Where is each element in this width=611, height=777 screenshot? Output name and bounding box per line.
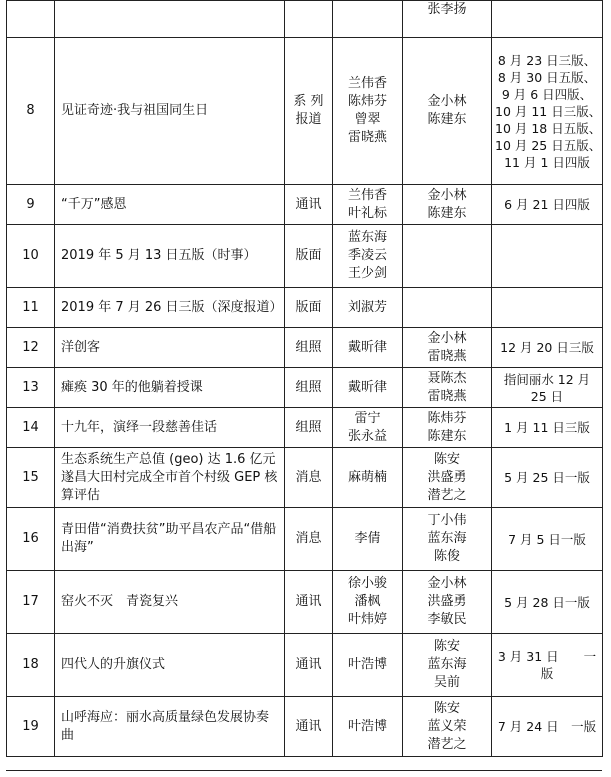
row-number: 8 <box>7 38 55 185</box>
work-title: 山呼海应：丽水高质量绿色发展协奏曲 <box>55 697 285 757</box>
editors-line: 蓝义荣 <box>427 718 467 734</box>
editors-line: 陈建东 <box>427 428 467 444</box>
authors-line: 叶礼标 <box>347 205 387 221</box>
publication-date <box>492 38 603 185</box>
publication-date-line: 3 月 31 日 一 <box>497 649 597 664</box>
authors <box>333 508 403 571</box>
row-number: 18 <box>7 634 55 697</box>
editors-line: 丁小伟 <box>427 513 467 528</box>
row-number <box>7 1 55 38</box>
authors-line: 雷宁 <box>354 410 381 426</box>
publication-date <box>492 1 603 38</box>
work-type: 组照 <box>285 328 333 368</box>
editors <box>403 634 492 697</box>
authors <box>333 571 403 634</box>
editors-line: 蓝东海 <box>427 657 467 672</box>
editors-line: 雷晓燕 <box>427 388 467 404</box>
work-title: 生态系统生产总值 (geo) 达 1.6 亿元 遂昌大田村完成全市首个村级 GEP 核算评估 <box>55 448 285 508</box>
work-type: 消息 <box>285 508 333 571</box>
editors-line: 陈安 <box>433 700 460 716</box>
publication-date <box>492 328 603 368</box>
publication-date-line: 25 日 <box>530 388 564 404</box>
publication-date-line: 5 月 28 日一版 <box>504 594 590 610</box>
editors <box>403 225 492 288</box>
editors-line: 陈建东 <box>427 205 467 221</box>
publication-date-line: 10 月 11 日三版、 <box>495 103 602 119</box>
table-row <box>7 697 603 757</box>
publication-date <box>492 288 603 328</box>
work-type: 通讯 <box>285 634 333 697</box>
editors-line: 陈炜芬 <box>427 410 467 426</box>
editors-line: 聂陈杰 <box>427 370 467 386</box>
authors <box>333 368 403 408</box>
editors <box>403 288 492 328</box>
publication-date <box>492 225 603 288</box>
table-row <box>7 1 603 38</box>
work-type: 组照 <box>285 368 333 408</box>
editors-line: 金小林 <box>427 94 467 109</box>
authors-line: 陈炜芬 <box>347 94 387 109</box>
editors-line: 蓝东海 <box>427 531 467 546</box>
row-number: 19 <box>7 697 55 757</box>
editors-line: 潜艺之 <box>427 736 467 752</box>
work-type: 通讯 <box>285 571 333 634</box>
table-row <box>7 408 603 448</box>
editors-line: 金小林 <box>427 187 467 203</box>
table-bottom-border <box>6 770 602 771</box>
authors <box>333 185 403 225</box>
authors <box>333 328 403 368</box>
authors-line: 潘枫 <box>354 594 381 609</box>
row-number: 11 <box>7 288 55 328</box>
authors-line: 雷晓燕 <box>347 130 387 145</box>
publication-date-line: 10 月 25 日五版、 <box>495 137 602 153</box>
editors <box>403 697 492 757</box>
work-title: 洋创客 <box>55 328 285 368</box>
awards-table <box>6 0 603 757</box>
editors-line: 陈安 <box>433 639 460 654</box>
work-title <box>55 1 285 38</box>
editors-line: 洪盛勇 <box>427 594 467 609</box>
publication-date-line: 5 月 25 日一版 <box>504 470 590 485</box>
authors <box>333 408 403 448</box>
publication-date-line: 12 月 20 日三版 <box>500 340 594 355</box>
authors <box>333 288 403 328</box>
publication-date-line: 8 月 30 日五版、 <box>497 69 597 85</box>
authors-line: 刘淑芳 <box>347 299 387 315</box>
editors-line: 金小林 <box>427 330 467 346</box>
row-number: 17 <box>7 571 55 634</box>
row-number: 12 <box>7 328 55 368</box>
authors-line: 徐小骏 <box>347 576 387 591</box>
work-type: 组照 <box>285 408 333 448</box>
work-type: 版面 <box>285 225 333 288</box>
publication-date <box>492 185 603 225</box>
row-number: 15 <box>7 448 55 508</box>
table-row <box>7 368 603 408</box>
work-title: 青田借“消费扶贫”助平昌农产品“借船出海” <box>55 508 285 571</box>
editors <box>403 1 492 38</box>
row-number: 16 <box>7 508 55 571</box>
work-type: 版面 <box>285 288 333 328</box>
publication-date-line: 8 月 23 日三版、 <box>497 52 597 68</box>
publication-date <box>492 408 603 448</box>
publication-date <box>492 697 603 757</box>
authors-line: 麻萌楠 <box>347 469 387 485</box>
table-row <box>7 634 603 697</box>
authors-line: 兰伟香 <box>347 187 387 203</box>
work-title: 瘫痪 30 年的他躺着授课 <box>55 368 285 408</box>
authors-line: 蓝东海 <box>347 230 387 245</box>
editors <box>403 571 492 634</box>
work-type: 通讯 <box>285 185 333 225</box>
editors <box>403 448 492 508</box>
editors-line: 金小林 <box>427 576 467 591</box>
authors-line: 曾翠 <box>354 112 381 127</box>
authors-line: 兰伟香 <box>347 76 387 91</box>
work-title: “千万”感恩 <box>55 185 285 225</box>
work-title: 四代人的升旗仪式 <box>55 634 285 697</box>
publication-date-line: 1 月 11 日三版 <box>504 420 590 435</box>
work-title: 见证奇迹·我与祖国同生日 <box>55 38 285 185</box>
authors-line: 张永益 <box>347 428 387 444</box>
authors-line: 季凌云 <box>347 248 387 263</box>
publication-date-line: 11 月 1 日四版 <box>504 154 590 170</box>
publication-date <box>492 571 603 634</box>
authors-line: 叶炜婷 <box>347 612 387 627</box>
editors-line: 潜艺之 <box>427 487 467 503</box>
table-row <box>7 571 603 634</box>
authors <box>333 634 403 697</box>
table-row <box>7 185 603 225</box>
work-title: 2019 年 7 月 26 日三版（深度报道） <box>55 288 285 328</box>
publication-date <box>492 448 603 508</box>
editors <box>403 408 492 448</box>
authors <box>333 38 403 185</box>
editors-line: 雷晓燕 <box>427 348 467 364</box>
table-row <box>7 288 603 328</box>
editors-line: 张李扬 <box>427 2 467 17</box>
publication-date-line: 7 月 24 日 一版 <box>497 719 597 734</box>
editors <box>403 508 492 571</box>
row-number: 14 <box>7 408 55 448</box>
editors-line: 陈建东 <box>427 112 467 127</box>
authors-line: 戴昕律 <box>347 379 387 395</box>
work-title: 窑火不灭 青瓷复兴 <box>55 571 285 634</box>
publication-date-line: 7 月 5 日一版 <box>508 531 586 547</box>
editors-line: 陈安 <box>433 451 460 467</box>
publication-date-line: 6 月 21 日四版 <box>504 197 590 212</box>
authors <box>333 697 403 757</box>
editors-line: 李敏民 <box>427 612 467 627</box>
editors-line: 洪盛勇 <box>427 469 467 485</box>
table-body <box>7 1 603 757</box>
publication-date-line: 指间丽水 12 月 <box>503 371 591 387</box>
authors-line: 王少剑 <box>347 266 387 281</box>
authors-line: 叶浩博 <box>347 718 387 734</box>
editors <box>403 368 492 408</box>
row-number: 9 <box>7 185 55 225</box>
publication-date-line: 版 <box>540 666 554 681</box>
authors-line: 李倩 <box>354 531 381 546</box>
authors <box>333 448 403 508</box>
table-row <box>7 225 603 288</box>
editors <box>403 185 492 225</box>
authors-line: 戴昕律 <box>347 339 387 355</box>
editors-line: 吴前 <box>433 675 460 690</box>
row-number: 10 <box>7 225 55 288</box>
work-type: 消息 <box>285 448 333 508</box>
editors <box>403 328 492 368</box>
authors-line: 叶浩博 <box>347 657 387 672</box>
work-type <box>285 1 333 38</box>
publication-date <box>492 368 603 408</box>
table-row <box>7 448 603 508</box>
authors <box>333 225 403 288</box>
editors <box>403 38 492 185</box>
work-title: 十九年，演绎一段慈善佳话 <box>55 408 285 448</box>
publication-date-line: 9 月 6 日四版、 <box>501 86 593 102</box>
row-number: 13 <box>7 368 55 408</box>
table-row <box>7 38 603 185</box>
work-title: 2019 年 5 月 13 日五版（时事） <box>55 225 285 288</box>
work-type: 通讯 <box>285 697 333 757</box>
publication-date-line: 10 月 18 日五版、 <box>495 120 602 136</box>
authors <box>333 1 403 38</box>
publication-date <box>492 508 603 571</box>
work-type: 系 列 报道 <box>285 38 333 185</box>
publication-date <box>492 634 603 697</box>
table-row <box>7 328 603 368</box>
table-row <box>7 508 603 571</box>
editors-line: 陈俊 <box>433 549 460 564</box>
